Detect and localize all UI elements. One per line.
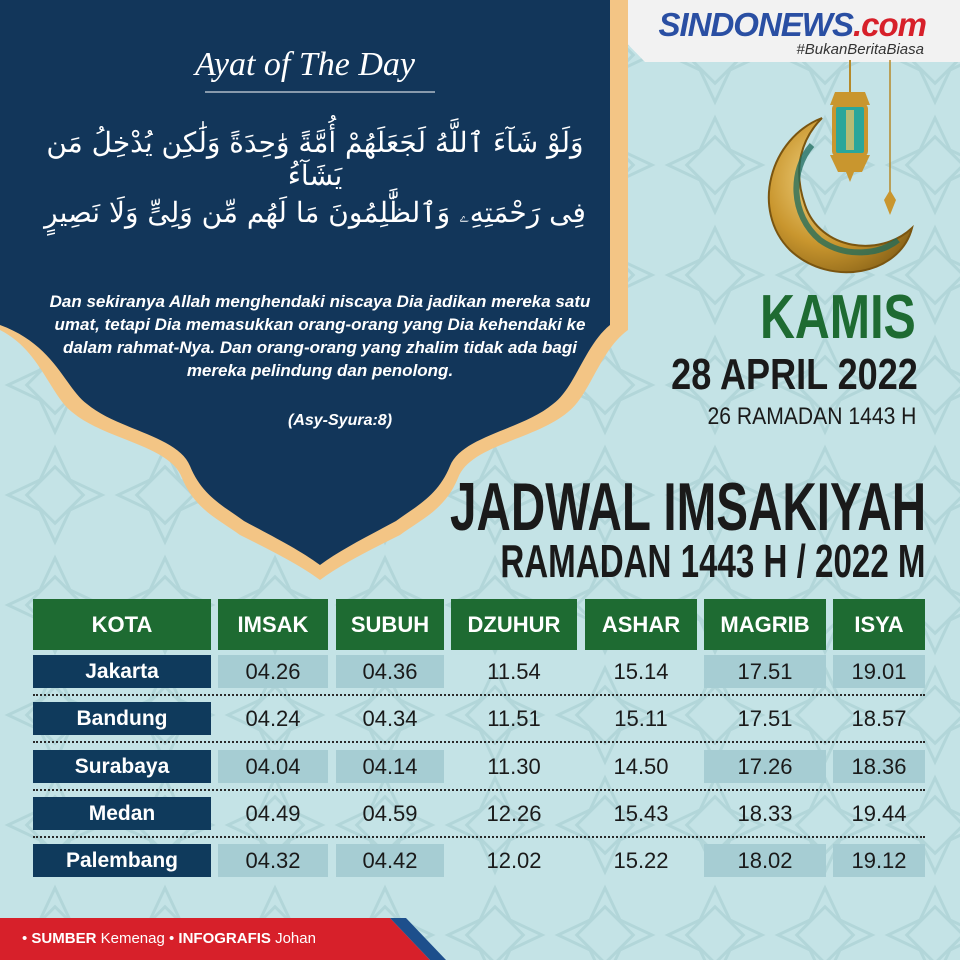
time-imsak: 04.32 xyxy=(218,844,328,877)
time-imsak: 04.26 xyxy=(218,655,328,688)
header-city: KOTA xyxy=(33,599,211,650)
ayat-heading: Ayat of The Day xyxy=(194,46,416,83)
time-ashar: 15.11 xyxy=(614,705,668,731)
time-subuh: 04.14 xyxy=(336,750,444,783)
schedule-subtitle: RAMADAN 1443 H / 2022 M xyxy=(500,535,926,587)
time-imsak: 04.49 xyxy=(245,800,301,826)
time-ashar: 15.14 xyxy=(613,658,669,684)
header-subuh: SUBUH xyxy=(336,599,444,650)
brand-tagline: #BukanBeritaBiasa xyxy=(796,41,924,58)
time-subuh: 04.36 xyxy=(336,655,444,688)
time-subuh: 04.42 xyxy=(336,844,444,877)
brand-logo[interactable]: SINDONEWS.com xyxy=(658,6,926,43)
city-jakarta: Jakarta xyxy=(33,655,211,688)
header-imsak: IMSAK xyxy=(218,599,328,650)
city-surabaya: Surabaya xyxy=(33,750,211,783)
time-isya: 19.01 xyxy=(833,655,925,688)
time-magrib: 17.26 xyxy=(704,750,826,783)
hijri-date: 26 RAMADAN 1443 H xyxy=(707,403,916,430)
city-bandung: Bandung xyxy=(33,702,211,735)
time-isya: 19.12 xyxy=(833,844,925,877)
time-subuh: 04.34 xyxy=(362,705,418,731)
row-divider xyxy=(33,836,925,838)
time-ashar: 15.22 xyxy=(613,847,669,873)
time-isya: 18.57 xyxy=(851,705,907,731)
day-name: KAMIS xyxy=(760,283,916,352)
time-magrib: 18.02 xyxy=(704,844,826,877)
time-magrib: 18.33 xyxy=(737,800,793,826)
time-magrib: 17.51 xyxy=(737,705,793,731)
time-imsak: 04.04 xyxy=(218,750,328,783)
city-palembang: Palembang xyxy=(33,844,211,877)
schedule-title: JADWAL IMSAKIYAH xyxy=(449,469,926,545)
gregorian-date: 28 APRIL 2022 xyxy=(671,350,918,399)
row-divider xyxy=(33,694,925,696)
ayat-arabic-line1: وَلَوْ شَآءَ ٱللَّهُ لَجَعَلَهُمْ أُمَّةً وَٰحِدَةً وَلَٰكِن يُدْخِلُ مَن يَشَآءُ xyxy=(46,126,584,192)
time-imsak: 04.24 xyxy=(245,705,301,731)
time-dzuhur: 11.54 xyxy=(487,658,541,684)
time-isya: 18.36 xyxy=(833,750,925,783)
city-medan: Medan xyxy=(33,797,211,830)
ayat-arabic-line2: فِى رَحْمَتِهِۦ وَٱلظَّٰلِمُونَ مَا لَهُم مِّن وَلِىٍّ وَلَا نَصِيرٍ xyxy=(44,196,586,229)
time-subuh: 04.59 xyxy=(362,800,418,826)
ayat-source: (Asy-Syura:8) xyxy=(287,412,393,429)
time-ashar: 15.43 xyxy=(613,800,669,826)
header-ashar: ASHAR xyxy=(585,599,697,650)
time-dzuhur: 12.26 xyxy=(486,800,542,826)
lantern-icon xyxy=(830,60,896,215)
time-ashar: 14.50 xyxy=(613,753,669,779)
header-isya: ISYA xyxy=(833,599,925,650)
crescent-moon-icon xyxy=(750,60,930,280)
time-isya: 19.44 xyxy=(851,800,907,826)
row-divider xyxy=(33,741,925,743)
row-divider xyxy=(33,789,925,791)
footer-credits: • SUMBER Kemenag • INFOGRAFIS Johan xyxy=(22,930,316,947)
time-dzuhur: 11.51 xyxy=(487,705,541,731)
time-magrib: 17.51 xyxy=(704,655,826,688)
header-magrib: MAGRIB xyxy=(704,599,826,650)
time-dzuhur: 11.30 xyxy=(487,753,541,779)
time-dzuhur: 12.02 xyxy=(486,847,542,873)
ayat-translation: Dan sekiranya Allah menghendaki niscaya Dia jadikan mereka satu umat, tetapi Dia memasukkan orang-orang yang Dia kehendaki ke dalam rahmat-Nya. Dan orang-orang yang zhalim tidak ada bagi mereka pelindung dan penolong. xyxy=(49,292,591,380)
header-dzuhur: DZUHUR xyxy=(451,599,577,650)
